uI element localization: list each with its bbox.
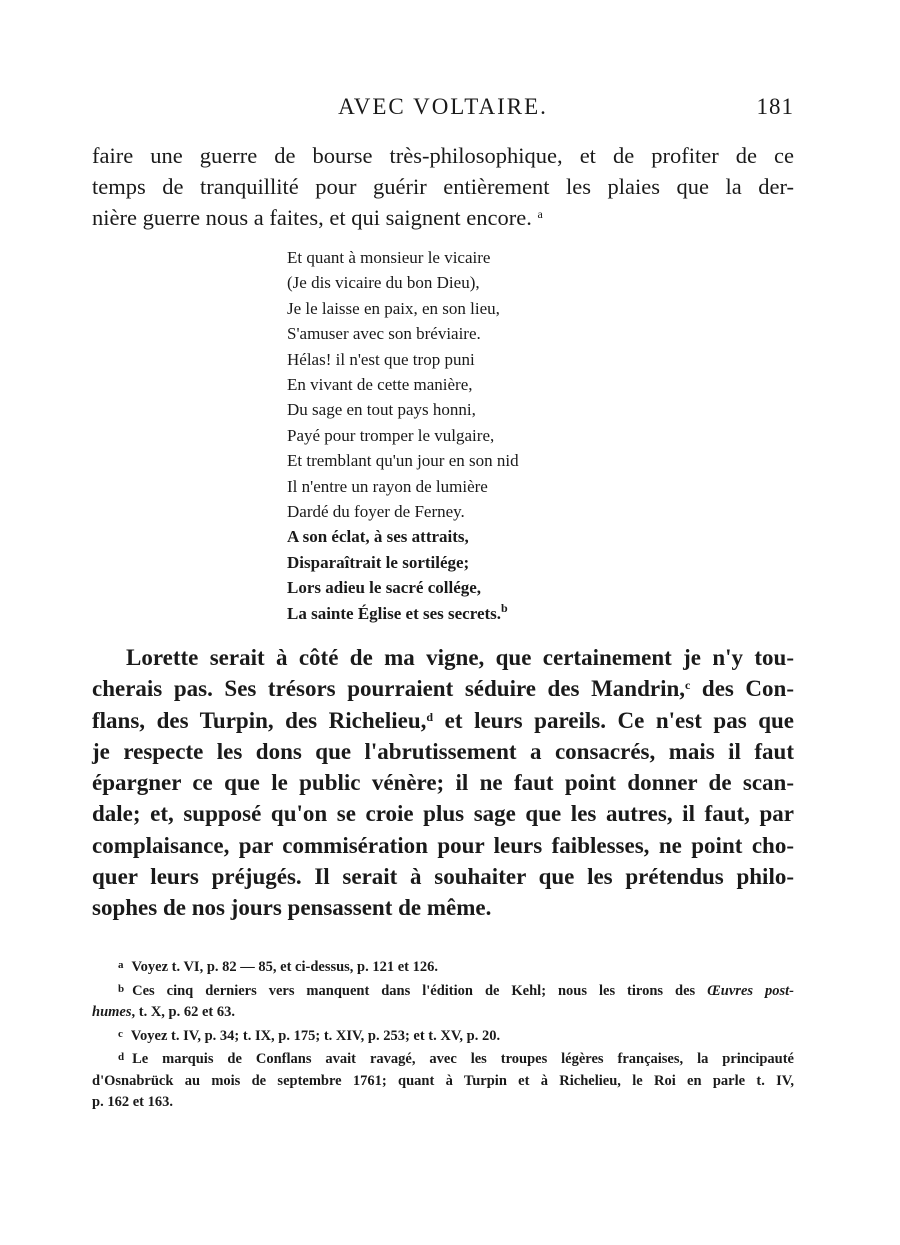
footnote-d-continued: d'Osnabrück au mois de septembre 1761; quant à Turpin et à Richelieu, le Roi en parle t. IV,	[92, 1072, 794, 1089]
footnote-text: Voyez t. IV, p. 34; t. IX, p. 175; t. XIV, p. 253; et t. XV, p. 20.	[130, 1027, 501, 1044]
footnote-mark: d	[118, 1051, 125, 1063]
text-line-content: nière guerre nous a faites, et qui saignent encore.	[92, 205, 532, 230]
poem-verse	[287, 601, 647, 626]
poem-verse: Je le laisse en paix, en son lieu,	[287, 298, 500, 318]
text-line: faire une guerre de bourse très-philosophique, et de profiter de ce	[92, 143, 794, 168]
poem-verse: Dardé du foyer de Ferney.	[287, 502, 465, 522]
poem-verse: Disparaîtrait le sortilége;	[287, 552, 470, 572]
footnote-text: , t. X, p. 62 et 63.	[131, 1004, 236, 1020]
page-number: 181	[756, 94, 794, 119]
poem-verse: Du sage en tout pays honni,	[287, 400, 476, 420]
footnote-mark: b	[118, 982, 125, 995]
footnote-title-italic: Œuvres post-	[707, 982, 794, 999]
poem-verse: A son éclat, à ses attraits,	[287, 527, 469, 547]
footnote-b	[92, 979, 794, 1003]
text-segment: flans, des Turpin, des Richelieu,	[92, 707, 427, 733]
text-segment: et leurs pareils. Ce n'est pas que	[433, 707, 795, 733]
text-line	[92, 705, 794, 736]
text-line: je respecte les dons que l'abrutissement a consacrés, mais il faut	[92, 738, 794, 764]
text-line: Lorette serait à côté de ma vigne, que certainement je n'y tou-	[126, 645, 794, 670]
text-line: sophes de nos jours pensassent de même.	[92, 895, 492, 921]
footnotes	[92, 955, 794, 1114]
footnote-text: Voyez t. VI, p. 82 — 85, et ci-dessus, p. 121 et 126.	[131, 959, 439, 975]
footnote-text: Ces cinq derniers vers manquent dans l'édition de Kehl; nous les tirons des	[132, 982, 708, 999]
poem-verse: Lors adieu le sacré collége,	[287, 578, 482, 598]
footnote-reference-c: c	[685, 678, 691, 693]
footnote-mark: c	[118, 1027, 123, 1040]
footnote-d	[92, 1047, 794, 1071]
poem-verse: Hélas! il n'est que trop puni	[287, 349, 475, 369]
poem-verse: Payé pour tromper le vulgaire,	[287, 425, 495, 445]
footnote-mark: a	[118, 959, 124, 971]
poem-verse: Et tremblant qu'un jour en son nid	[287, 451, 519, 471]
running-title: AVEC VOLTAIRE.	[338, 94, 548, 119]
footnote-c	[92, 1024, 794, 1048]
footnote-title-italic: humes	[92, 1004, 132, 1020]
poem-verse: (Je dis vicaire du bon Dieu),	[287, 273, 480, 293]
text-line	[92, 202, 794, 233]
text-segment: des Con-	[690, 676, 794, 702]
footnote-a	[92, 955, 794, 979]
text-line: complaisance, par commisération pour leurs faiblesses, ne point cho-	[92, 832, 794, 858]
text-line: dale; et, supposé qu'on se croie plus sage que les autres, il faut, par	[92, 801, 794, 827]
footnote-reference-b: b	[501, 600, 508, 615]
paragraph-main	[92, 642, 794, 924]
poem-verse: Il n'entre un rayon de lumière	[287, 476, 488, 496]
footnote-d-continued: p. 162 et 163.	[92, 1094, 173, 1110]
footnote-reference-a: a	[537, 207, 543, 221]
text-line: épargner ce que le public vénère; il ne faut point donner de scan-	[92, 770, 794, 796]
text-line: temps de tranquillité pour guérir entièrement les plaies que la der-	[92, 174, 794, 199]
footnote-b-continued	[92, 1002, 794, 1024]
text-line: quer leurs préjugés. Il serait à souhaiter que les prétendus philo-	[92, 864, 794, 890]
poem-verse: Et quant à monsieur le vicaire	[287, 248, 491, 267]
text-line	[92, 673, 794, 704]
poem-verse: S'amuser avec son bréviaire.	[287, 324, 481, 344]
poem-verse-text: La sainte Église et ses secrets.	[287, 603, 502, 623]
paragraph-top	[92, 140, 794, 233]
running-head	[92, 94, 794, 124]
poem-verse: En vivant de cette manière,	[287, 375, 473, 395]
footnote-text: Le marquis de Conflans avait ravagé, avec les troupes légères françaises, la principauté	[132, 1051, 794, 1067]
footnote-reference-d: d	[426, 709, 434, 724]
poem	[287, 245, 647, 626]
text-segment: cherais pas. Ses trésors pourraient séduire des Mandrin,	[92, 676, 685, 702]
